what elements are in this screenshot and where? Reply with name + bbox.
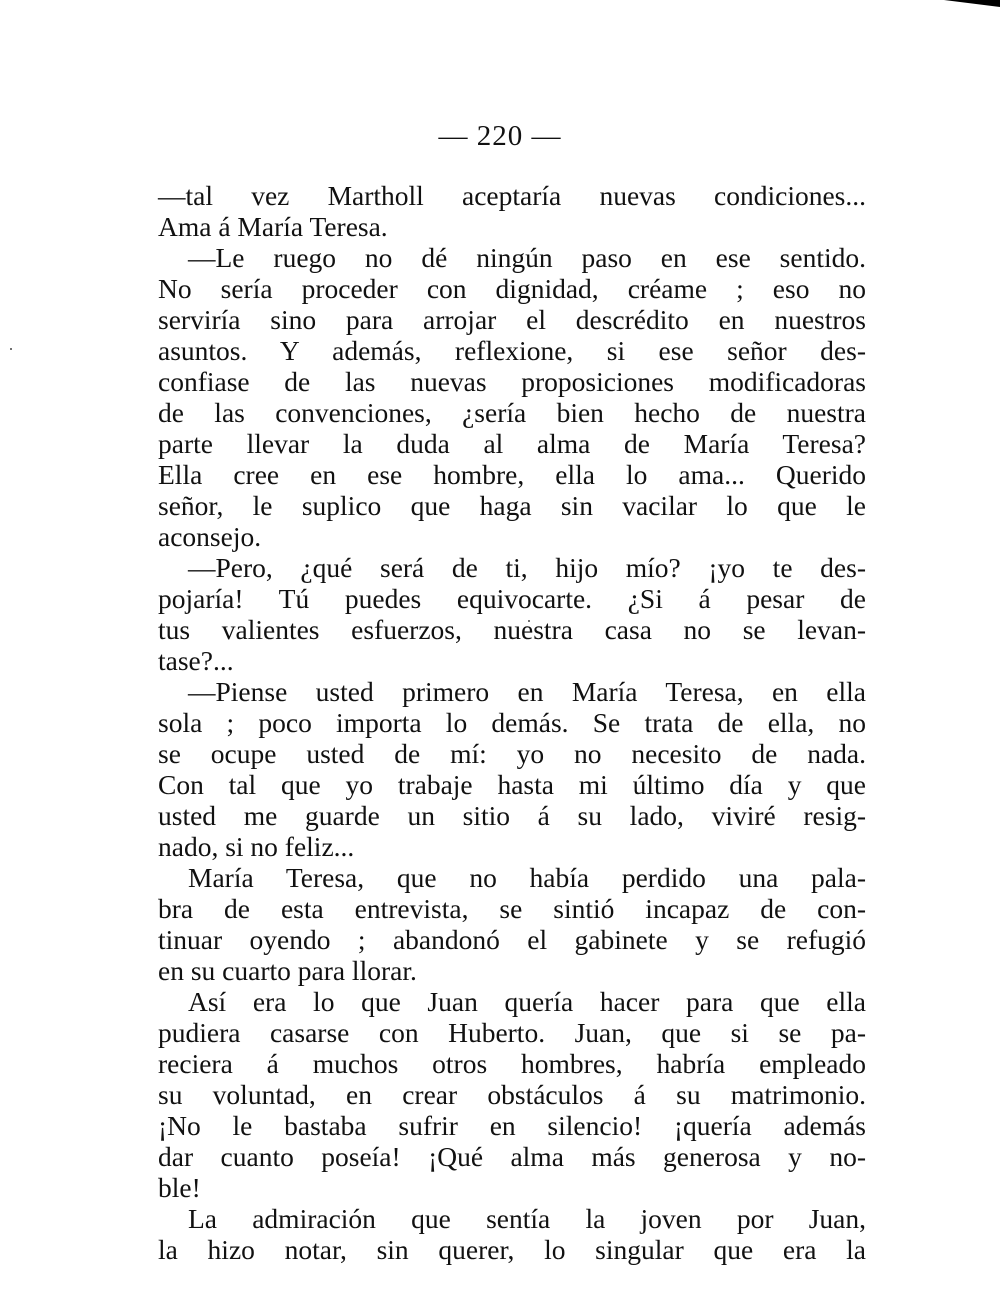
text-line: Con tal que yo trabaje hasta mi último día y que [158,769,866,800]
text-line: confiase de las nuevas proposiciones modificadoras [158,366,866,397]
text-line: se ocupe usted de mí: yo no necesito de nada. [158,738,866,769]
text-line: aconsejo. [158,521,262,552]
text-line: —Le ruego no dé ningún paso en ese sentido. [188,242,866,273]
text-line: tinuar oyendo ; abandonó el gabinete y se refugió [158,924,866,955]
text-line: su voluntad, en crear obstáculos á su matrimonio. [158,1079,866,1110]
text-line: —Pero, ¿qué será de ti, hijo mío? ¡yo te des- [188,552,866,583]
text-line: usted me guarde un sitio á su lado, viviré resig- [158,800,866,831]
text-line: Ama á María Teresa. [158,211,388,242]
text-line: No sería proceder con dignidad, créame ; eso no [158,273,866,304]
page-number: — 220 — [438,120,562,152]
text-line: sola ; poco importa lo demás. Se trata de ella, no [158,707,866,738]
text-line: la hizo notar, sin querer, lo singular que era la [158,1234,866,1265]
body-text [158,180,866,1265]
text-line: ¡No le bastaba sufrir en silencio! ¡quería además [158,1110,866,1141]
text-line: —tal vez Martholl aceptaría nuevas condiciones... [158,180,866,211]
text-line: Ella cree en ese hombre, ella lo ama... Querido [158,459,866,490]
text-line: asuntos. Y además, reflexione, si ese señor des- [158,335,866,366]
text-line: tase?... [158,645,234,676]
text-line: —Piense usted primero en María Teresa, en ella [188,676,866,707]
text-line: señor, le suplico que haga sin vacilar lo que le [158,490,866,521]
text-line: parte llevar la duda al alma de María Teresa? [158,428,866,459]
text-line: reciera á muchos otros hombres, habría empleado [158,1048,866,1079]
scan-speck [10,348,12,350]
text-line: bra de esta entrevista, se sintió incapaz de con- [158,893,866,924]
text-line: La admiración que sentía la joven por Juan, [188,1203,866,1234]
text-line: María Teresa, que no había perdido una pala- [188,862,866,893]
scan-corner-mark [944,0,1000,7]
text-line: nado, si no feliz... [158,831,355,862]
text-line: dar cuanto poseía! ¡Qué alma más generosa y no- [158,1141,866,1172]
text-line: serviría sino para arrojar el descrédito en nuestros [158,304,866,335]
text-line: pudiera casarse con Huberto. Juan, que si se pa- [158,1017,866,1048]
text-line: Así era lo que Juan quería hacer para que ella [188,986,866,1017]
text-line: ble! [158,1172,201,1203]
text-line: en su cuarto para llorar. [158,955,417,986]
text-line: de las convenciones, ¿sería bien hecho de nuestra [158,397,866,428]
text-line: pojaría! Tú puedes equivocarte. ¿Si á pesar de [158,583,866,614]
text-line: tus valientes esfuerzos, nuestra casa no se levan- [158,614,866,645]
